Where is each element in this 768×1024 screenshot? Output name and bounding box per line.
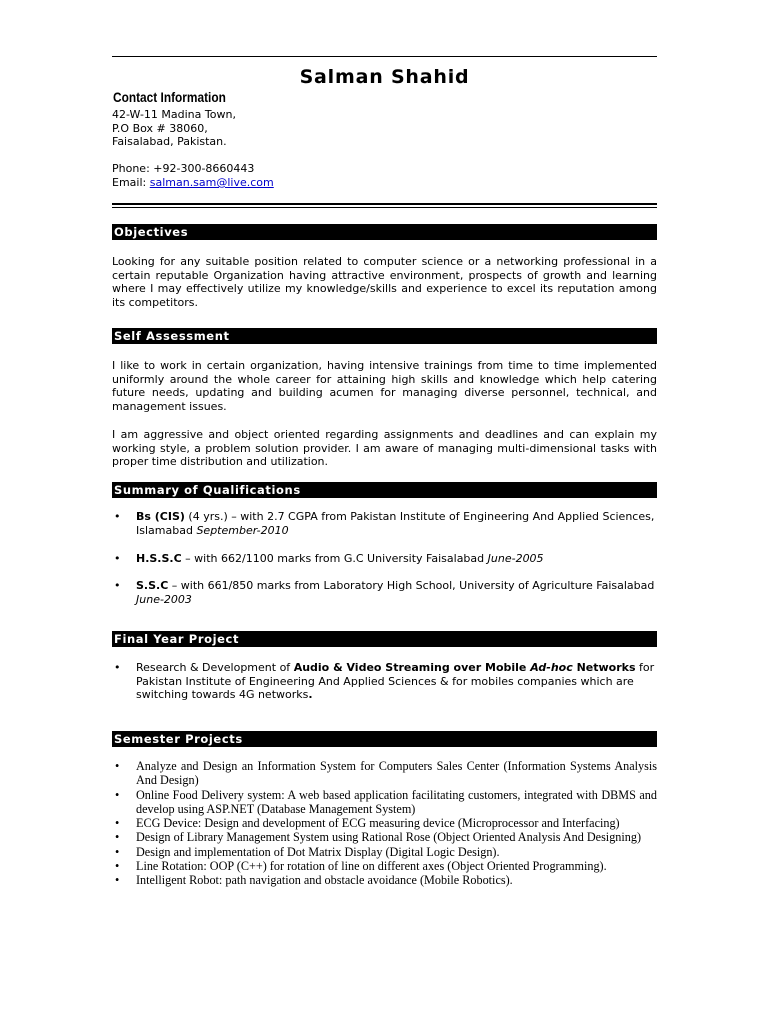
- qualification-date: June-2003: [136, 592, 192, 606]
- project-title-italic: Ad-hoc: [530, 661, 573, 674]
- candidate-name: Salman Shahid: [299, 66, 470, 88]
- address-line-3: Faisalabad, Pakistan.: [112, 135, 227, 149]
- self-assessment-para-1: I like to work in certain organization, having intensive trainings from time to time implemented uniformly around the whole career for attaining high skills and knowledge which help catering future needs, updating and building acumen for managing diverse personnel, technical, and management issues.: [112, 359, 657, 414]
- qualification-date: September-2010: [196, 523, 289, 537]
- header-divider: [112, 203, 657, 208]
- contact-details: [112, 108, 274, 190]
- project-period: .: [308, 688, 313, 702]
- address-line-1: 42-W-11 Madina Town,: [112, 108, 236, 121]
- degree: S.S.C: [136, 579, 169, 592]
- self-assessment-heading: Self Assessment: [112, 328, 657, 344]
- degree: H.S.S.C: [136, 552, 182, 565]
- qualification-details: (4 yrs.) – with 2.7 CGPA from Pakistan Institute of Engineering And Applied Sciences, Islamabad: [136, 510, 655, 537]
- top-rule: [112, 56, 657, 57]
- project-title: Audio & Video Streaming over Mobile: [293, 661, 531, 674]
- semester-project-item: • Design of Library Management System using Rational Rose (Object Oriented Analysis And Designing): [115, 830, 642, 845]
- objectives-heading: Objectives: [112, 224, 657, 240]
- bullet: •: [114, 579, 121, 592]
- semester-project-item: • Analyze and Design an Information System for Computers Sales Center (Information Systems Analysis And Design): [115, 759, 657, 788]
- objectives-text: Looking for any suitable position related to computer science or a networking professional in a certain reputable Organization having attractive environment, prospects of growth and learning where I may effectively utilize my knowledge/skills and experience to excel its reputation among its competitors.: [112, 255, 657, 310]
- semester-project-item: • Line Rotation: OOP (C++) for rotation of line on different axes (Object Oriented Programming).: [115, 859, 607, 874]
- bullet: •: [114, 661, 121, 674]
- semester-project-item: • Design and implementation of Dot Matrix Display (Digital Logic Design).: [115, 844, 500, 859]
- semester-projects-heading: Semester Projects: [112, 731, 657, 747]
- qualification-details: – with 662/1100 marks from G.C University Faisalabad: [181, 552, 488, 565]
- semester-project-item: • Intelligent Robot: path navigation and obstacle avoidance (Mobile Robotics).: [115, 873, 513, 888]
- qualification-details: – with 661/850 marks from Laboratory High School, University of Agriculture Faisalabad: [168, 579, 655, 592]
- bullet: •: [114, 510, 121, 523]
- email-link[interactable]: salman.sam@live.com: [149, 175, 274, 189]
- address-line-2: P.O Box # 38060,: [112, 121, 208, 135]
- project-title-end: Networks: [572, 661, 636, 674]
- project-prefix: Research & Development of: [136, 661, 294, 674]
- qualification-date: June-2005: [487, 552, 544, 565]
- phone-line: Phone: +92-300-8660443: [112, 162, 255, 176]
- contact-heading: Contact Information: [113, 90, 226, 105]
- semester-projects-list: [112, 759, 657, 888]
- project-description: for Pakistan Institute of Engineering And Applied Sciences & for mobiles companies which are switching towards 4G networks: [136, 661, 655, 702]
- semester-project-item: • ECG Device: Design and development of ECG measuring device (Microprocessor and Interfacing): [115, 816, 620, 831]
- self-assessment-para-2: I am aggressive and object oriented regarding assignments and deadlines and can explain my working style, a problem solution provider. I am aware of managing multi-dimensional tasks with proper time distribution and utilization.: [112, 428, 657, 469]
- email-line: [112, 176, 274, 190]
- semester-project-item: • Online Food Delivery system: A web based application facilitating customers, integrated with DBMS and develop using ASP.NET (Database Management System): [115, 787, 657, 816]
- email-label: Email:: [112, 175, 150, 189]
- final-year-project-heading: Final Year Project: [112, 631, 657, 647]
- degree: Bs (CIS): [136, 510, 185, 523]
- bullet: •: [114, 552, 121, 565]
- qualifications-heading: Summary of Qualifications: [112, 482, 657, 498]
